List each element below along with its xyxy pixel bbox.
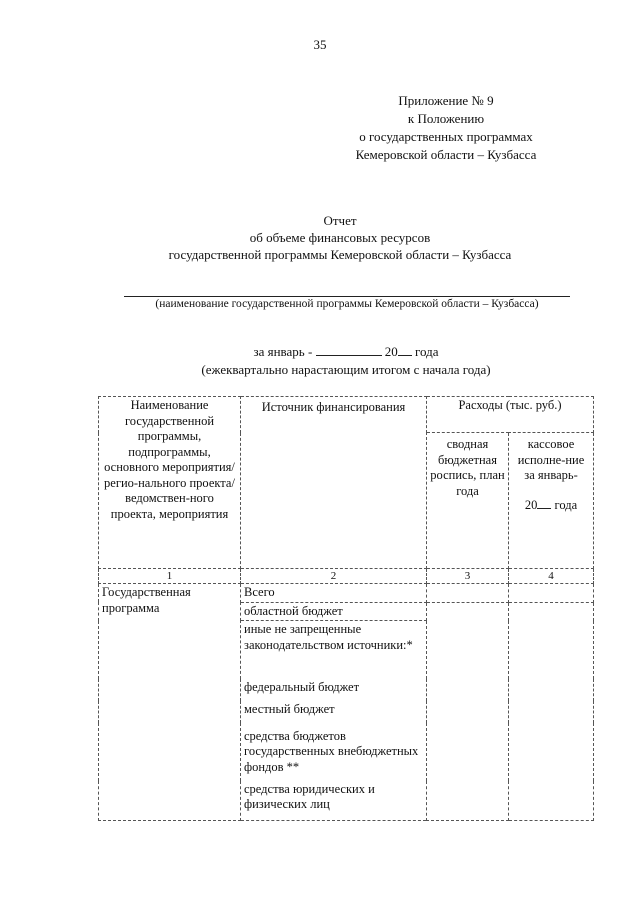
source-local-budget: местный бюджет (241, 701, 427, 723)
header-expenses: Расходы (тыс. руб.) (427, 397, 594, 433)
source-federal-budget: федеральный бюджет (241, 679, 427, 701)
cell-total-plan (427, 584, 509, 603)
period-year-prefix: 20 (384, 344, 398, 359)
column-number-1: 1 (99, 569, 241, 584)
source-extrabudgetary-funds: средства бюджетов государственных внебюджетных фондов ** (241, 723, 427, 781)
period-suffix: года (415, 344, 439, 359)
finance-table (98, 396, 594, 821)
cash-year-prefix: 20 (524, 497, 538, 512)
source-other: иные не запрещенные законодательством источники:* (241, 621, 427, 679)
row-name: Государственная программа (99, 584, 241, 821)
source-legal-physical-persons: средства юридических и физических лиц (241, 781, 427, 821)
cash-year-blank (537, 508, 551, 509)
page-number: 35 (313, 37, 327, 52)
header-name: Наименование государственной программы, подпрограммы, основного мероприятия/регио-нального проекта/ведомствен-ного проекта, мероприятия (99, 397, 241, 569)
appendix-line-1: Приложение № 9 (398, 93, 494, 108)
column-number-3: 3 (427, 569, 509, 584)
header-cash-year (512, 498, 590, 514)
period-prefix: за январь - (253, 344, 313, 359)
header-cash-text: кассовое исполне-ние за январь- (517, 437, 585, 482)
title-line-3: государственной программы Кемеровской области – Кузбасса (168, 247, 512, 262)
month-blank (316, 355, 382, 356)
appendix-line-4: Кемеровской области – Кузбасса (355, 147, 537, 162)
cash-year-suffix: года (554, 497, 578, 512)
report-period (0, 343, 640, 379)
period-note: (ежеквартально нарастающим итогом с начала года) (201, 362, 491, 377)
program-name-caption: (наименование государственной программы Кемеровской области – Кузбасса) (155, 298, 539, 310)
appendix-line-3: о государственных программах (359, 129, 533, 144)
year-blank (398, 355, 412, 356)
source-regional-budget: областной бюджет (241, 602, 427, 621)
program-name-line (124, 296, 570, 297)
header-budget: сводная бюджетная роспись, план года (427, 433, 509, 569)
period-line (0, 343, 640, 361)
report-title (0, 212, 640, 263)
column-number-4: 4 (509, 569, 594, 584)
cell-col4-body (509, 602, 594, 821)
column-number-2: 2 (241, 569, 427, 584)
header-cash (509, 433, 594, 569)
appendix-line-2: к Положению (407, 111, 485, 126)
title-line-1: Отчет (323, 213, 357, 228)
cell-col3-body (427, 602, 509, 821)
title-line-2: об объеме финансовых ресурсов (249, 230, 431, 245)
cell-total-cash (509, 584, 594, 603)
source-total: Всего (241, 584, 427, 603)
header-source: Источник финансирования (241, 397, 427, 569)
appendix-header (330, 92, 562, 164)
